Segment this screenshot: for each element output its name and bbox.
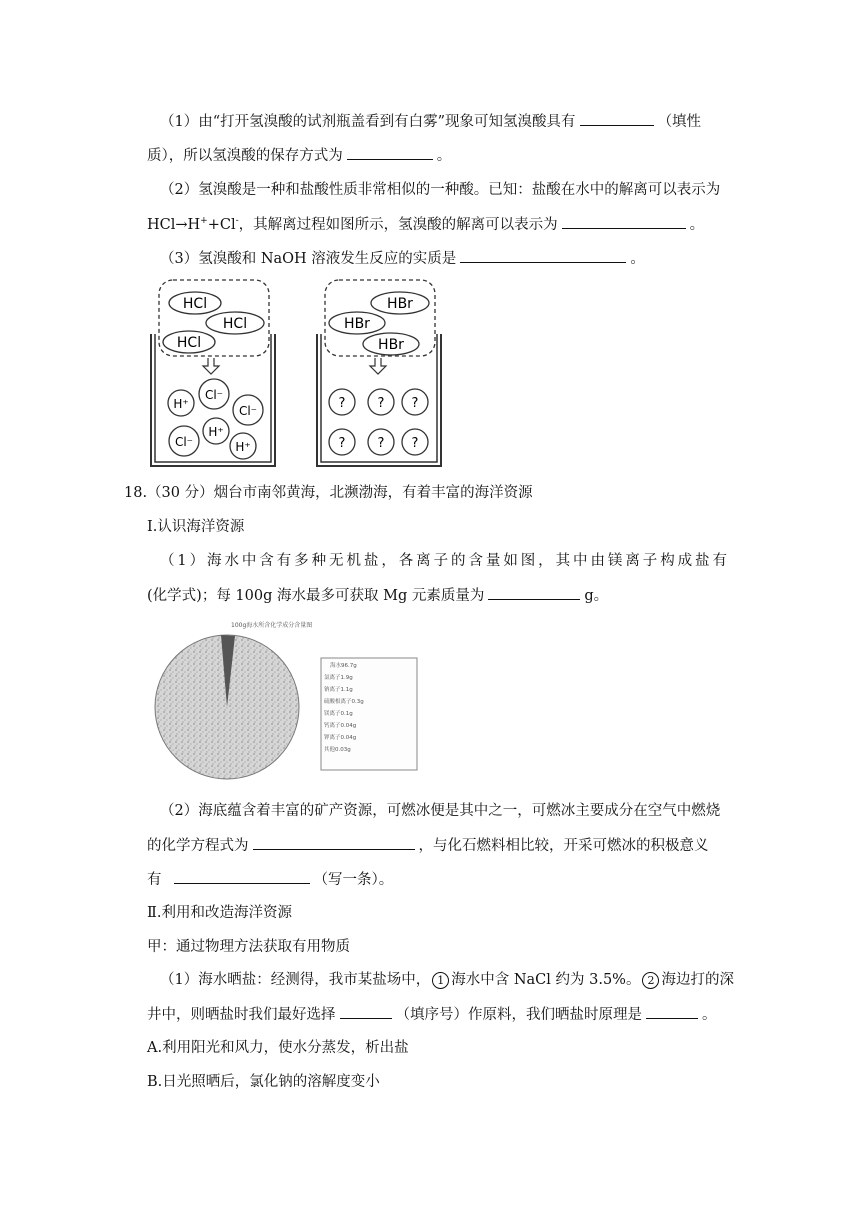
molecule-label: HBr (344, 316, 370, 332)
punct: 。 (630, 251, 645, 267)
hbr-beaker (317, 280, 441, 466)
ion-label: Cl⁻ (238, 404, 258, 418)
legend-item: 钙离子0.04g (324, 723, 357, 729)
ion-label: Cl⁻ (174, 435, 194, 449)
unknown-label: ? (377, 396, 385, 411)
ion (233, 395, 263, 425)
punct: 。 (436, 148, 452, 164)
punct: 。 (702, 1007, 717, 1023)
dissociation-diagram (145, 274, 445, 470)
superscript: + (200, 216, 208, 227)
answer-blank[interactable] (460, 248, 626, 263)
legend-item: 钠离子1.1g (324, 687, 353, 693)
unknown-particle (329, 389, 355, 415)
unknown-label: ? (411, 436, 419, 451)
option-a[interactable] (147, 1038, 409, 1058)
legend-item: 镁离子0.1g (324, 711, 353, 717)
s2-text: （1）海水晒盐：经测得，我市某盐场中， (160, 972, 431, 988)
hcl-beaker (151, 280, 275, 466)
legend-item: 其他0.03g (324, 747, 351, 753)
q2-text: ，其解离过程如图所示，氢溴酸的解离可以表示为 (238, 217, 558, 233)
s2-text: （填序号）作原料，我们晒盐时原理是 (395, 1007, 642, 1023)
s1-p2-line-3 (147, 869, 393, 890)
s2-text: 海边打的深 (661, 972, 734, 988)
q18-title (124, 483, 533, 503)
s1-p1-line-1 (160, 551, 727, 571)
answer-blank[interactable] (580, 111, 654, 126)
unknown-particle (402, 429, 428, 455)
unknown-particle (368, 429, 394, 455)
answer-blank[interactable] (646, 1004, 698, 1019)
circled-number: 1 (432, 972, 449, 989)
down-arrow-icon (370, 358, 386, 374)
legend-item: 氯离子1.9g (324, 675, 353, 681)
answer-blank[interactable] (488, 585, 580, 600)
unknown-label: ? (338, 396, 346, 411)
s1-p2-line-2 (147, 835, 709, 856)
s1-text: （写一条）。 (313, 872, 394, 888)
answer-blank[interactable] (347, 145, 433, 160)
molecule-label: HCl (182, 296, 208, 312)
punct: 。 (689, 217, 705, 233)
down-arrow-icon (203, 358, 219, 374)
q18-title-text: 18.（30 分）烟台市南邻黄海，北濒渤海，有着丰富的海洋资源 (124, 485, 533, 501)
ion (169, 426, 199, 456)
q2-line-1 (160, 180, 720, 200)
section-1-heading (147, 517, 244, 537)
legend-list (324, 660, 418, 756)
s1-text: ，与化石燃料相比较，开采可燃冰的积极意义 (418, 838, 709, 854)
unknown-particle (329, 429, 355, 455)
s2-p1-line-2 (147, 1004, 717, 1025)
q1-text: 质），所以氢溴酸的保存方式为 (147, 148, 343, 164)
q1-line-1 (160, 111, 701, 132)
answer-blank[interactable] (253, 835, 415, 850)
chart-title: 100g海水所含化学成分含量图 (231, 622, 313, 629)
section-2-heading (147, 903, 292, 923)
s1-text: （1）海水中含有多种无机盐，各离子的含量如图，其中由镁离子构成盐有 (160, 553, 727, 569)
legend-item: 硫酸根离子0.3g (324, 699, 364, 705)
q3-text: （3）氢溴酸和 NaOH 溶液发生反应的实质是 (160, 251, 457, 267)
ion-label: Cl⁻ (204, 388, 224, 402)
legend-item: 海水96.7g (330, 663, 357, 669)
superscript: - (235, 216, 239, 227)
s1-text: 有 (147, 872, 162, 888)
answer-blank[interactable] (562, 214, 686, 229)
equation-part: HCl→H (147, 217, 201, 233)
section-heading-text: Ⅱ.利用和改造海洋资源 (147, 905, 292, 921)
ion (203, 418, 229, 444)
sub-heading-jia (147, 937, 350, 957)
option-a-text: A.利用阳光和风力，使水分蒸发，析出盐 (147, 1040, 409, 1056)
equation-part: +Cl (207, 217, 236, 233)
sub-heading-text: 甲：通过物理方法获取有用物质 (147, 939, 350, 955)
ion (168, 390, 194, 416)
molecule-label: HCl (176, 335, 202, 351)
unknown-label: ? (338, 436, 346, 451)
q1-line-2 (147, 145, 451, 166)
ion-label: H⁺ (235, 440, 251, 454)
s1-text: 的化学方程式为 (147, 838, 249, 854)
s1-p1-line-2 (147, 585, 608, 606)
molecule-label: HBr (378, 337, 404, 353)
ion (199, 379, 229, 409)
answer-blank[interactable] (340, 1004, 392, 1019)
answer-blank[interactable] (174, 869, 310, 884)
molecule-label: HCl (222, 316, 248, 332)
q2-line-2 (147, 214, 704, 235)
s1-text: (化学式)；每 100g 海水最多可获取 Mg 元素质量为 (147, 588, 485, 604)
s1-text: （2）海底蕴含着丰富的矿产资源，可燃冰便是其中之一，可燃冰主要成分在空气中燃烧 (160, 803, 721, 819)
option-b[interactable] (147, 1072, 380, 1092)
legend-item: 钾离子0.04g (324, 735, 357, 741)
unit-text: g。 (584, 588, 609, 604)
q3-line (160, 248, 645, 269)
circled-number: 2 (642, 972, 659, 989)
option-b-text: B.日光照晒后，氯化钠的溶解度变小 (147, 1074, 380, 1090)
molecule-label: HBr (387, 296, 413, 312)
s2-text: 海水中含 NaCl 约为 3.5%。 (451, 972, 641, 988)
s2-p1-line-1 (160, 970, 734, 990)
ion-label: H⁺ (208, 425, 224, 439)
q2-text: （2）氢溴酸是一种和盐酸性质非常相似的一种酸。已知：盐酸在水中的解离可以表示为 (160, 182, 721, 198)
q1-text-cont: （填性 (657, 114, 702, 130)
unknown-particle (402, 389, 428, 415)
s1-p2-line-1 (160, 801, 720, 821)
unknown-particle (368, 389, 394, 415)
unknown-label: ? (377, 436, 385, 451)
ion-label: H⁺ (173, 397, 189, 411)
s2-text: 井中，则晒盐时我们最好选择 (147, 1007, 336, 1023)
section-heading-text: Ⅰ.认识海洋资源 (147, 519, 245, 535)
ion (230, 433, 256, 459)
q1-text: （1）由“打开氢溴酸的试剂瓶盖看到有白雾”现象可知氢溴酸具有 (160, 114, 576, 130)
unknown-label: ? (411, 396, 419, 411)
